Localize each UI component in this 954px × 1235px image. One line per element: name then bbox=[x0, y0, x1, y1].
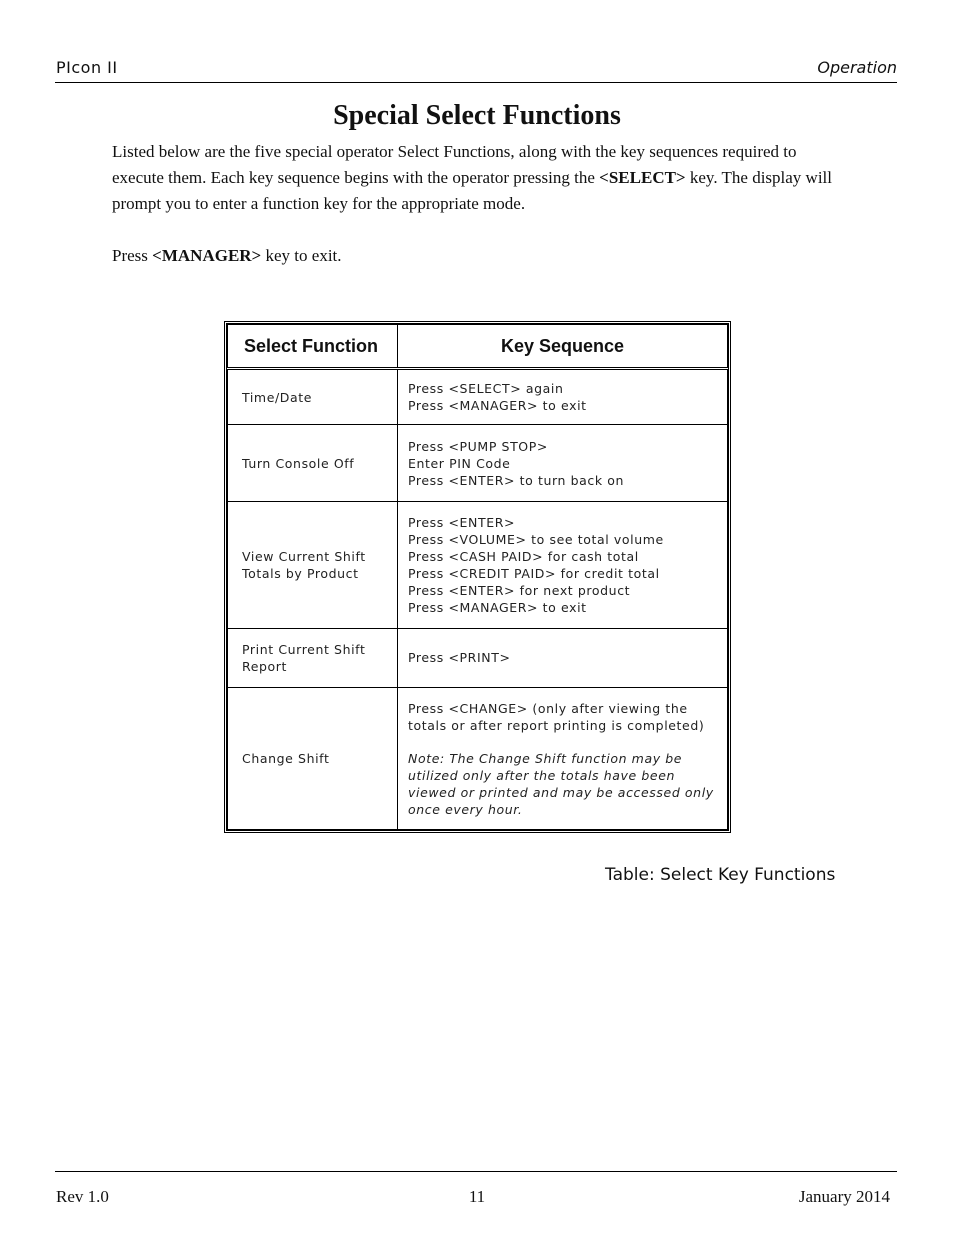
key-sequence-cell bbox=[398, 369, 728, 425]
key-sequence-step: Press <CREDIT PAID> for credit total bbox=[408, 565, 660, 581]
select-function-cell bbox=[228, 369, 398, 425]
table-row bbox=[228, 501, 728, 628]
table-caption: Table: Select Key Functions bbox=[605, 865, 836, 885]
intro-text-2: key. The display will prompt you to enter a function key for the appropriate mode. bbox=[112, 168, 832, 213]
manager-key-text: <MANAGER> bbox=[152, 246, 262, 265]
footer-divider bbox=[55, 1171, 897, 1172]
select-function-label: Print Current Shift bbox=[242, 641, 366, 657]
key-sequence-cell bbox=[398, 425, 728, 501]
key-sequence-step: Press <ENTER> to turn back on bbox=[408, 472, 625, 488]
footer-date: January 2014 bbox=[798, 1187, 890, 1206]
exit-prefix: Press bbox=[112, 246, 153, 265]
key-sequence-cell bbox=[398, 688, 728, 830]
key-sequence-step: Press <PUMP STOP> bbox=[408, 438, 548, 454]
change-shift-note: Note: The Change Shift function may be utilized only after the totals have been viewed or printed and may be accessed only once every hour. bbox=[408, 750, 714, 817]
select-function-cell bbox=[228, 688, 398, 830]
select-function-label: Totals by Product bbox=[242, 565, 359, 581]
table-row bbox=[228, 369, 728, 425]
key-sequence-cell bbox=[398, 501, 728, 628]
table-header-row bbox=[228, 325, 728, 369]
table-row bbox=[228, 628, 728, 687]
column-header-select-function: Select Function bbox=[228, 325, 398, 369]
select-function-cell bbox=[228, 501, 398, 628]
select-function-cell bbox=[228, 425, 398, 501]
footer-revision: Rev 1.0 bbox=[56, 1187, 109, 1206]
intro-text-1: Listed below are the five special operator Select Functions, along with the key sequences required to execute them. Each key sequence begins with the operator pressing the bbox=[112, 142, 797, 187]
exit-suffix: key to exit. bbox=[261, 246, 342, 265]
select-function-label: Turn Console Off bbox=[242, 455, 355, 471]
intro-paragraph bbox=[112, 139, 852, 217]
column-header-key-sequence: Key Sequence bbox=[398, 325, 728, 369]
select-function-label: View Current Shift bbox=[242, 548, 366, 564]
select-function-label: Change Shift bbox=[242, 751, 330, 767]
page-title: Special Select Functions bbox=[333, 100, 621, 131]
header-section-name: Operation bbox=[817, 58, 897, 77]
table-row bbox=[228, 425, 728, 501]
select-function-label: Report bbox=[242, 658, 288, 674]
footer-page-number: 11 bbox=[468, 1187, 486, 1206]
header-product-name: PIcon II bbox=[56, 58, 118, 77]
header-divider bbox=[55, 82, 897, 83]
key-sequence-step: Press <SELECT> again bbox=[408, 381, 564, 397]
table-row bbox=[228, 688, 728, 830]
key-sequence-step: Press <PRINT> bbox=[408, 650, 511, 666]
exit-instruction bbox=[112, 243, 342, 269]
key-sequence-step: Press <ENTER> bbox=[408, 514, 516, 530]
select-functions-table bbox=[224, 321, 731, 833]
key-sequence-step: Press <MANAGER> to exit bbox=[408, 599, 587, 615]
key-sequence-cell bbox=[398, 628, 728, 687]
key-sequence-step: Press <VOLUME> to see total volume bbox=[408, 531, 664, 547]
select-function-label: Time/Date bbox=[242, 389, 313, 405]
select-key-text: <SELECT> bbox=[599, 168, 686, 187]
select-function-cell bbox=[228, 628, 398, 687]
key-sequence-step: Press <MANAGER> to exit bbox=[408, 398, 587, 414]
key-sequence-step: Press <CHANGE> (only after viewing the bbox=[408, 700, 688, 716]
key-sequence-step: totals or after report printing is completed) bbox=[408, 717, 705, 733]
key-sequence-step: Enter PIN Code bbox=[408, 455, 511, 471]
key-sequence-step: Press <CASH PAID> for cash total bbox=[408, 548, 639, 564]
key-sequence-step: Press <ENTER> for next product bbox=[408, 582, 631, 598]
